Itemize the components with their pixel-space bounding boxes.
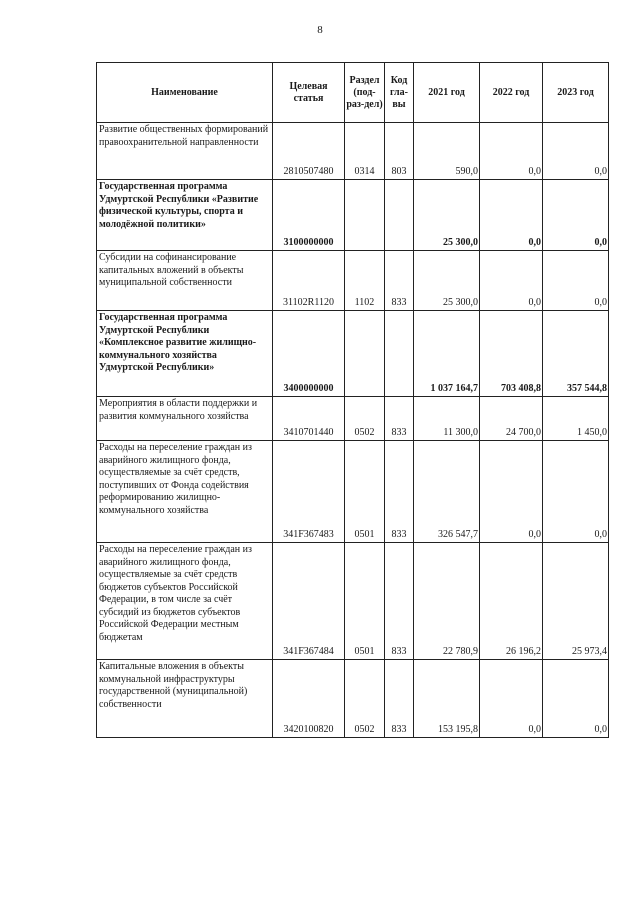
table-row (97, 311, 609, 397)
row-chapter: 833 (385, 660, 414, 738)
row-chapter: 803 (385, 123, 414, 180)
table-header-row (97, 63, 609, 123)
row-name: Мероприятия в области поддержки и развития коммунального хозяйства (97, 397, 273, 441)
row-2023: 25 973,4 (543, 543, 609, 660)
table-row (97, 441, 609, 543)
row-chapter: 833 (385, 397, 414, 441)
row-2023: 1 450,0 (543, 397, 609, 441)
header-name: Наименование (97, 63, 273, 123)
row-chapter (385, 180, 414, 251)
row-2022: 0,0 (480, 660, 543, 738)
row-2021: 11 300,0 (414, 397, 480, 441)
table-row (97, 660, 609, 738)
row-target: 341F367483 (273, 441, 345, 543)
row-2021: 25 300,0 (414, 251, 480, 311)
page-number: 8 (317, 24, 323, 36)
row-2021: 153 195,8 (414, 660, 480, 738)
row-name: Государственная программа Удмуртской Республики «Развитие физической культуры, спорта и молодёжной политики» (97, 180, 273, 251)
row-2023: 357 544,8 (543, 311, 609, 397)
row-target: 3420100820 (273, 660, 345, 738)
row-2023: 0,0 (543, 660, 609, 738)
row-2023: 0,0 (543, 441, 609, 543)
row-section: 0501 (345, 441, 385, 543)
table-row (97, 397, 609, 441)
row-chapter: 833 (385, 543, 414, 660)
row-2022: 0,0 (480, 441, 543, 543)
header-2021: 2021 год (414, 63, 480, 123)
row-2022: 26 196,2 (480, 543, 543, 660)
row-section: 0501 (345, 543, 385, 660)
row-2022: 0,0 (480, 123, 543, 180)
row-section: 0502 (345, 397, 385, 441)
row-target: 2810507480 (273, 123, 345, 180)
row-target: 3100000000 (273, 180, 345, 251)
row-section: 0502 (345, 660, 385, 738)
row-target: 31102R1120 (273, 251, 345, 311)
row-2021: 22 780,9 (414, 543, 480, 660)
row-2023: 0,0 (543, 123, 609, 180)
row-chapter: 833 (385, 251, 414, 311)
table-row (97, 123, 609, 180)
row-target: 3400000000 (273, 311, 345, 397)
row-2022: 24 700,0 (480, 397, 543, 441)
row-2023: 0,0 (543, 251, 609, 311)
row-2021: 590,0 (414, 123, 480, 180)
row-name: Государственная программа Удмуртской Республики «Комплексное развитие жилищно-коммунального хозяйства Удмуртской Республики» (97, 311, 273, 397)
table-row (97, 543, 609, 660)
header-chapter: Код гла-вы (385, 63, 414, 123)
row-target: 341F367484 (273, 543, 345, 660)
row-2022: 703 408,8 (480, 311, 543, 397)
table-row (97, 251, 609, 311)
header-target: Целевая статья (273, 63, 345, 123)
row-2021: 25 300,0 (414, 180, 480, 251)
row-2021: 326 547,7 (414, 441, 480, 543)
table-row (97, 180, 609, 251)
row-section (345, 180, 385, 251)
row-chapter: 833 (385, 441, 414, 543)
row-name: Капитальные вложения в объекты коммунальной инфраструктуры государственной (муниципальной) собственности (97, 660, 273, 738)
row-target: 3410701440 (273, 397, 345, 441)
budget-table (96, 62, 609, 738)
row-2021: 1 037 164,7 (414, 311, 480, 397)
row-name: Расходы на переселение граждан из аварийного жилищного фонда, осуществляемые за счёт средств бюджетов субъектов Российской Федерации, в том числе за счёт субсидий из бюджетов субъектов Российской Федерации местным бюджетам (97, 543, 273, 660)
header-2023: 2023 год (543, 63, 609, 123)
header-2022: 2022 год (480, 63, 543, 123)
row-2022: 0,0 (480, 251, 543, 311)
row-name: Развитие общественных формирований правоохранительной направленности (97, 123, 273, 180)
row-section: 0314 (345, 123, 385, 180)
row-chapter (385, 311, 414, 397)
row-name: Субсидии на софинансирование капитальных вложений в объекты муниципальной собственности (97, 251, 273, 311)
row-section: 1102 (345, 251, 385, 311)
row-2022: 0,0 (480, 180, 543, 251)
row-2023: 0,0 (543, 180, 609, 251)
header-section: Раздел (под-раз-дел) (345, 63, 385, 123)
row-name: Расходы на переселение граждан из аварийного жилищного фонда, осуществляемые за счёт средств, поступивших от Фонда содействия реформированию жилищно-коммунального хозяйства (97, 441, 273, 543)
row-section (345, 311, 385, 397)
